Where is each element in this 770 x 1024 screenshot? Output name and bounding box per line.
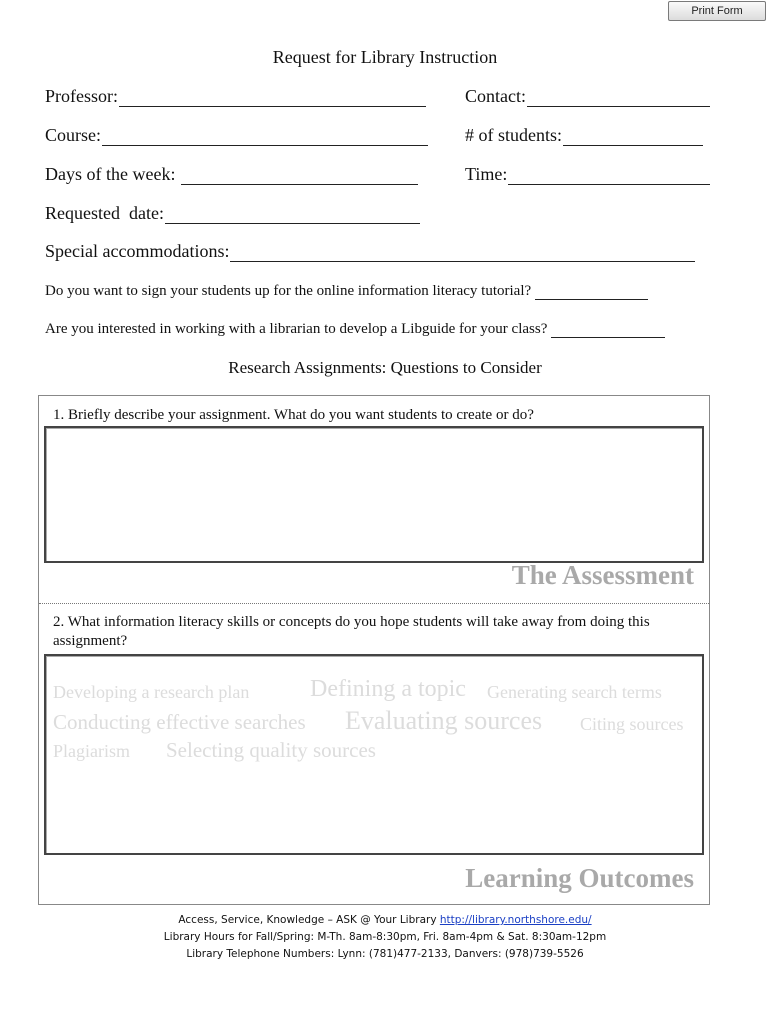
time-input[interactable] [508, 166, 710, 185]
topic-evaluating: Evaluating sources [345, 706, 543, 735]
assignment-textarea[interactable] [44, 426, 704, 563]
topic-effective-searches: Conducting effective searches [53, 710, 306, 734]
course-input[interactable] [102, 127, 428, 146]
days-of-week-input[interactable] [181, 166, 418, 185]
course-label: Course: [45, 125, 101, 145]
footer-tagline: Access, Service, Knowledge – ASK @ Your Library [178, 914, 440, 926]
library-link[interactable]: http://library.northshore.edu/ [439, 914, 592, 926]
special-accommodations-label: Special accommodations: [45, 241, 230, 261]
topic-quality-sources: Selecting quality sources [166, 738, 376, 762]
days-of-week-field [45, 164, 418, 185]
section-divider [39, 603, 709, 604]
footer-phones: Library Telephone Numbers: Lynn: (781)477-2133, Danvers: (978)739-5526 [186, 948, 584, 960]
time-field [465, 164, 710, 185]
num-students-input[interactable] [563, 127, 703, 146]
topic-defining: Defining a topic [310, 676, 466, 702]
topic-plagiarism: Plagiarism [53, 741, 130, 761]
outcomes-prompt: 2. What information literacy skills or concepts do you hope students will take away from doing this assignment? [53, 614, 650, 649]
contact-field [465, 86, 710, 107]
print-form-button[interactable]: Print Form [668, 1, 766, 21]
professor-label: Professor: [45, 86, 118, 106]
num-students-field [465, 125, 703, 146]
professor-input[interactable] [119, 88, 426, 107]
requested-date-label: Requested date: [45, 203, 164, 223]
libguide-question-label: Are you interested in working with a librarian to develop a Libguide for your class? [45, 321, 548, 337]
special-accommodations-field [45, 241, 695, 262]
days-of-week-label: Days of the week: [45, 164, 176, 184]
requested-date-field [45, 203, 420, 224]
form-title: Request for Library Instruction [272, 47, 498, 67]
num-students-label: # of students: [465, 125, 562, 145]
footer-line-1 [0, 912, 770, 929]
tutorial-answer-input[interactable] [535, 284, 648, 300]
special-accommodations-input[interactable] [230, 243, 695, 262]
contact-input[interactable] [527, 88, 710, 107]
requested-date-input[interactable] [165, 205, 420, 224]
section-title: Research Assignments: Questions to Consider [228, 358, 542, 377]
footer-hours: Library Hours for Fall/Spring: M-Th. 8am-8:30pm, Fri. 8am-4pm & Sat. 8:30am-12pm [163, 931, 607, 943]
assignment-prompt: 1. Briefly describe your assignment. What do you want students to create or do? [53, 407, 534, 423]
topic-research-plan: Developing a research plan [53, 682, 250, 702]
libguide-question [45, 321, 665, 338]
tutorial-question-label: Do you want to sign your students up for the online information literacy tutorial? [45, 283, 532, 299]
topic-citing: Citing sources [580, 714, 684, 734]
assessment-watermark: The Assessment [511, 560, 694, 590]
footer [0, 912, 770, 963]
tutorial-question [45, 283, 648, 300]
topic-search-terms: Generating search terms [487, 682, 662, 702]
outcomes-watermark: Learning Outcomes [465, 863, 694, 893]
time-label: Time: [465, 164, 508, 184]
contact-label: Contact: [465, 86, 526, 106]
libguide-answer-input[interactable] [551, 322, 665, 338]
course-field [45, 125, 428, 146]
professor-field [45, 86, 426, 107]
